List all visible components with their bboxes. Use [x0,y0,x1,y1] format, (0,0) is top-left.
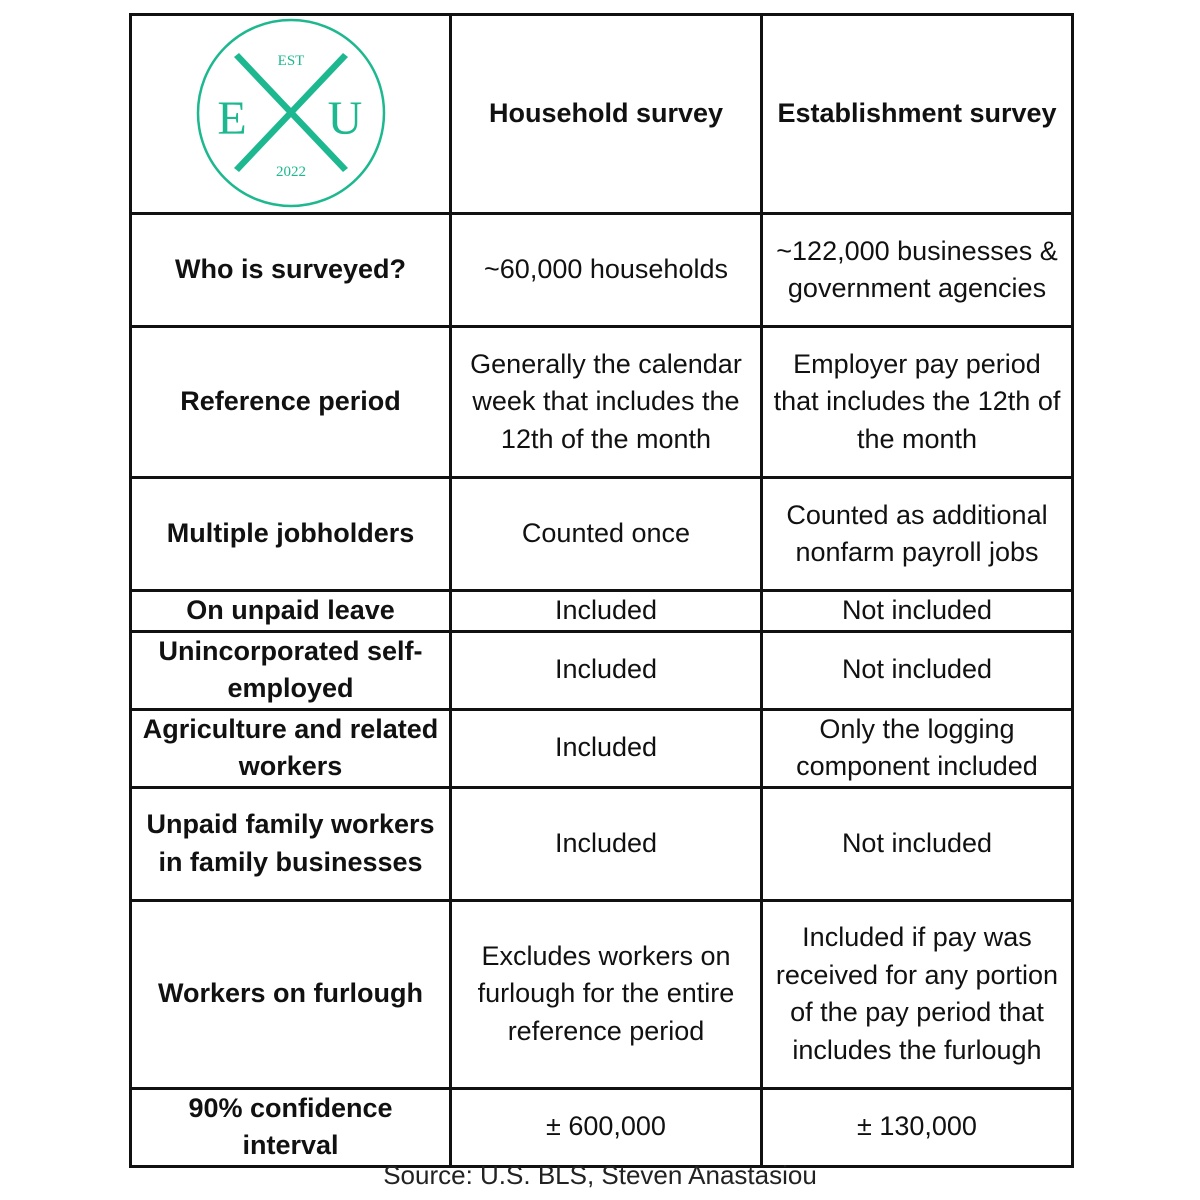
table-row [131,591,1073,632]
table-row [131,900,1073,1088]
establishment-cell: Included if pay was received for any portion of the pay period that includes the furlough [762,900,1073,1088]
logo-cell [131,15,451,214]
establishment-cell: Counted as additional nonfarm payroll jobs [762,478,1073,591]
logo-est-text: EST [277,53,304,69]
household-cell: Included [451,709,762,787]
household-survey-header: Household survey [451,15,762,214]
table-row [131,478,1073,591]
logo-e-letter: E [216,92,247,145]
row-label: Multiple jobholders [131,478,451,591]
household-cell: Excludes workers on furlough for the entire reference period [451,900,762,1088]
establishment-cell: Only the logging component included [762,709,1073,787]
table-row [131,214,1073,327]
table-row [131,631,1073,709]
table-row [131,327,1073,478]
logo-year-text: 2022 [275,164,306,180]
table-row [131,709,1073,787]
establishment-cell: Not included [762,787,1073,900]
household-cell: Included [451,787,762,900]
row-label: Workers on furlough [131,900,451,1088]
exu-logo [191,16,391,212]
establishment-survey-header: Establishment survey [762,15,1073,214]
establishment-cell: ~122,000 businesses & government agencies [762,214,1073,327]
row-label: On unpaid leave [131,591,451,632]
establishment-cell: ± 130,000 [762,1088,1073,1166]
row-label: Who is surveyed? [131,214,451,327]
table-row [131,787,1073,900]
household-cell: Generally the calendar week that includes the 12th of the month [451,327,762,478]
table-header-row [131,15,1073,214]
household-cell: ± 600,000 [451,1088,762,1166]
establishment-cell: Employer pay period that includes the 12th of the month [762,327,1073,478]
row-label: Unpaid family workers in family businesses [131,787,451,900]
establishment-cell: Not included [762,591,1073,632]
row-label: Agriculture and related workers [131,709,451,787]
establishment-cell: Not included [762,631,1073,709]
logo-u-letter: U [327,92,362,145]
row-label: 90% confidence interval [131,1088,451,1166]
household-cell: Included [451,631,762,709]
household-cell: Counted once [451,478,762,591]
source-caption: Source: U.S. BLS, Steven Anastasiou [383,1160,817,1190]
household-cell: Included [451,591,762,632]
survey-comparison-table [129,13,1074,1168]
row-label: Reference period [131,327,451,478]
row-label: Unincorporated self-employed [131,631,451,709]
household-cell: ~60,000 households [451,214,762,327]
